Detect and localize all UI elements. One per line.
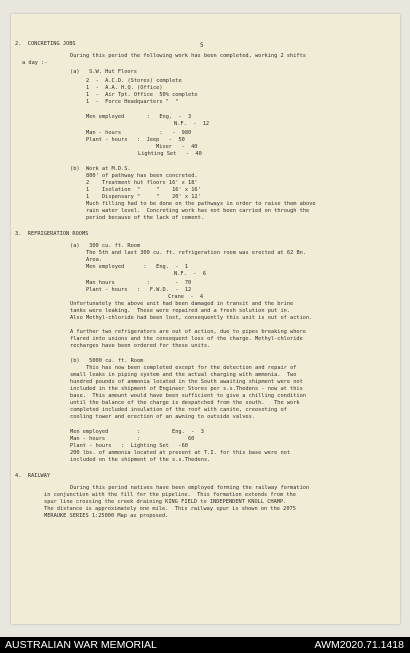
typed-line: 1 - A.A. H.Q. (Office) — [86, 85, 163, 91]
typed-line: (a) S.W. Hut Floors — [70, 69, 137, 75]
typed-line: Man - hours : - 980 — [86, 130, 192, 136]
footer-accession-number: AWM2020.71.1418 — [314, 639, 404, 651]
typed-line: Crane - 4 — [168, 294, 204, 300]
typed-line: recharges have been ordered for these units. — [70, 343, 211, 349]
typed-line: spur line crossing the creek draining KING FIELD to INDEPENDENT KNOLL CHAMP. — [44, 499, 287, 505]
typed-line: 2 Treatment hut floors 16' x 18' — [86, 180, 198, 186]
typed-line: Men employed : Eng. - 3 — [86, 114, 192, 120]
document-page — [11, 14, 400, 624]
typed-line: Men employed : Eng. - 1 — [86, 264, 189, 270]
typed-line: A further two refrigerators are out of action, due to pipes breaking where — [70, 329, 306, 335]
typed-line: Mixer - 40 — [156, 144, 198, 150]
typed-line: included on the shipment of the s.s.Thedens. — [70, 457, 211, 463]
typed-line: period because of the lack of cement. — [86, 215, 204, 221]
typed-text-body — [11, 14, 400, 624]
page-number: 5 — [200, 42, 204, 49]
typed-line: The 5th and last 300 cu. ft. refrigeration room was erected at 62 Bn. — [86, 250, 307, 256]
typed-line: 2 - A.C.D. (Stores) complete — [86, 78, 182, 84]
typed-line: 1 Dispensary " " 20' x 12' — [86, 194, 201, 200]
typed-line: During this period natives have been employed forming the railway formation — [70, 485, 310, 491]
typed-line: (b) 5000 cu. ft. Room — [70, 358, 144, 364]
typed-line: (a) 300 cu. ft. Room — [70, 243, 141, 249]
typed-line: Plant - hours : Lighting Set -60 — [70, 443, 188, 449]
typed-line: base. This amount would have been sufficient to give a chilling condition — [70, 393, 306, 399]
typed-line: 3. REFRIGERATION ROOMS — [15, 231, 89, 237]
typed-line: 4. RAILWAY — [15, 473, 51, 479]
typed-line: until the balance of the charge is despatched from the south. The work — [70, 400, 300, 406]
typed-line: The distance is approximately one mile. This railway spur is shown on the 2075 — [44, 506, 296, 512]
typed-line: Plant - hours : Jeep - 50 — [86, 137, 185, 143]
typed-line: 1 - Air Tpt. Office 50% complete — [86, 92, 198, 98]
typed-line: in conjunction with the fill for the pipeline. This formation extends from the — [44, 492, 296, 498]
typed-line: Man - hours : 60 — [70, 436, 195, 442]
typed-line: rain water level. Concreting work has not been carried on through the — [86, 208, 310, 214]
typed-line: This has now been completed except for the detection and repair of — [86, 365, 297, 371]
footer-bar — [0, 637, 410, 653]
typed-line: completed included insulation of the roof with canite, creosoting of — [70, 407, 287, 413]
typed-line: Lighting Set - 40 — [138, 151, 202, 157]
typed-line: small leaks in piping system and the actual charging with ammonia. Two — [70, 372, 297, 378]
typed-line: 1 Isolation " " 16' x 16' — [86, 187, 201, 193]
typed-line: cooling tower and erection of an awning to outside valves. — [70, 414, 255, 420]
typed-line: 1 - Force Headquarters " " — [86, 99, 179, 105]
typed-line: (b) Work at M.D.S. — [70, 166, 131, 172]
typed-line: MERAUKE SERIES 1:25000 Map as proposed. — [44, 513, 169, 519]
typed-line: Much filling had to be done on the pathways in order to raise them above — [86, 201, 316, 207]
typed-line: During this period the following work has been completed, working 2 shifts — [70, 53, 306, 59]
typed-line: 2. CONCRETING JOBS — [15, 41, 76, 47]
typed-line: Unfortunately the above unit had been damaged in transit and the brine — [70, 301, 294, 307]
footer-credit: AUSTRALIAN WAR MEMORIAL — [5, 639, 157, 651]
typed-line: N.F. - 12 — [174, 121, 210, 127]
typed-line: Men employed : Eng. - 3 — [70, 429, 204, 435]
typed-line: 200 lbs. of ammonia located at present at T.I. for this base were not — [70, 450, 291, 456]
typed-line: Also Methyl-chloride had been lost, consequently this unit is out of action. — [70, 315, 313, 321]
typed-line: hundred pounds of ammonia located in the South awaiting shipment were not — [70, 379, 303, 385]
typed-line: included in the shipment of Engineer Stores per s.s.Thedens - now at this — [70, 386, 303, 392]
typed-line: 800' of pathway has been concreted. — [86, 173, 198, 179]
typed-line: tanks were leaking. These were repaired and a fresh solution put in. — [70, 308, 291, 314]
typed-line: a day :- — [22, 60, 48, 66]
typed-line: N.F. - 6 — [174, 271, 206, 277]
typed-line: Man hours : - 70 — [86, 280, 192, 286]
typed-line: Area. — [86, 257, 102, 263]
typed-line: Plant - hours : F.W.D. - 12 — [86, 287, 192, 293]
typed-line: flared into unions and the consequent loss of the charge. Methyl-chloride — [70, 336, 303, 342]
